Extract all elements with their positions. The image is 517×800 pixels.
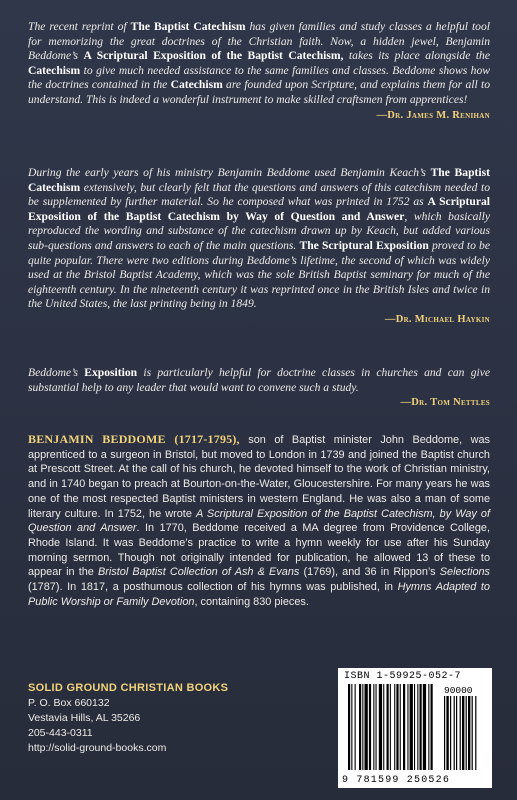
barcode-bar bbox=[446, 696, 448, 770]
publisher-address-line2: Vestavia Hills, AL 35266 bbox=[28, 712, 141, 724]
quote-text: extensively, but clearly felt that the questions and answers of this catechism needed to be supplemented by further material. So he composed what was printed in 1752 as bbox=[28, 180, 490, 209]
quote-text: Beddome’s bbox=[28, 366, 85, 379]
quote-text: to give much needed assistance to the same families and classes. Beddome shows how the doctrines contained in the bbox=[28, 63, 490, 92]
bio-text: son of Baptist minister John Beddome, was apprenticed to a surgeon in Bristol, but moved to London in 1739 and joined the Baptist church at Prescott Street. At the call of his church, he devoted himself to the work of Christian ministry, and in 1740 began to preach at Bourton-on-the-Water, Gloucestershire. For many years he was one of the most respected Baptist ministers in western England. He was also a man of some literary culture. In 1752, he wrote bbox=[28, 434, 490, 520]
quote-emphasis: Exposition bbox=[84, 366, 138, 379]
publisher-block bbox=[28, 681, 258, 756]
publisher-address-line1: P. O. Box 660132 bbox=[28, 697, 110, 709]
barcode-bar bbox=[400, 684, 401, 770]
price-code: 90000 bbox=[444, 685, 473, 696]
bio-title: A Scriptural Exposition of the Baptist Catechism, by Way of Question and Answer bbox=[28, 507, 490, 535]
ean-number: 9 781599 250526 bbox=[342, 775, 451, 786]
quote-attribution: —Dr. James M. Renihan bbox=[376, 109, 490, 121]
quote-emphasis: Catechism bbox=[28, 63, 81, 77]
barcode-bar bbox=[475, 696, 476, 770]
endorsement-haykin bbox=[28, 166, 490, 328]
barcode-bar bbox=[351, 684, 352, 770]
barcode-bar bbox=[379, 684, 382, 770]
quote-text: takes its place alongside the bbox=[343, 49, 490, 63]
barcode-bar bbox=[417, 684, 418, 770]
endorsement-nettles bbox=[28, 366, 490, 411]
bio-title: Hymns Adapted to Public Worship or Family Devotion bbox=[28, 581, 490, 608]
barcode-bar bbox=[365, 684, 368, 770]
bio-title: Bristol Baptist Collection of Ash & Evans bbox=[98, 566, 300, 579]
barcode-label bbox=[338, 668, 492, 788]
isbn-text bbox=[344, 671, 486, 682]
quote-emphasis: A Scriptural Exposition of the Baptist Catechism by Way of Question and Answer bbox=[28, 195, 490, 223]
quote-attribution: —Dr. Michael Haykin bbox=[384, 313, 490, 325]
barcode-bar bbox=[390, 684, 391, 770]
isbn-number: ISBN 1-59925-052-7 bbox=[344, 671, 462, 682]
author-name: BENJAMIN BEDDOME (1717-1795), bbox=[28, 432, 240, 446]
quote-attribution: —Dr. Tom Nettles bbox=[400, 397, 490, 409]
barcode-bar bbox=[373, 684, 374, 770]
quote-text: During the early years of his ministry Benjamin Beddome used Benjamin Keach’s bbox=[28, 166, 431, 179]
barcode-bar bbox=[462, 696, 464, 770]
publisher-name: SOLID GROUND CHRISTIAN BOOKS bbox=[28, 682, 229, 694]
quote-text: proved to be quite popular. There were two editions during Beddome’s lifetime, the second of which was widely used at the Bristol Baptist Academy, which was the sole British Baptist seminary for much of the eighteenth century. In the nineteenth century it was reprinted once in the British Isles and twice in the United States, the last printing being in 1849. bbox=[28, 238, 490, 311]
quote-text: The recent reprint of bbox=[28, 20, 131, 33]
bio-text: . In 1770, Beddome received a MA degree from Providence College, Rhode Island. It was Beddome’s practice to write a hymn weekly for use after his Sunday morning sermon. Though not originally intended for publication, he allowed 13 of these to appear in the bbox=[28, 522, 490, 579]
quote-text: has given families and study classes a helpful tool for memorizing the great doctrines of the Christian faith. Now, a hidden jewel, Benjamin Beddome’s bbox=[28, 20, 490, 63]
barcode-bar bbox=[396, 684, 398, 770]
barcode-bar bbox=[466, 696, 467, 770]
barcode-bar bbox=[348, 684, 350, 770]
barcode-bar bbox=[383, 684, 384, 770]
barcode-icon bbox=[344, 684, 486, 776]
barcode-bar bbox=[369, 684, 371, 770]
barcode-bar bbox=[431, 684, 433, 770]
quote-text: , which basically reproduced the wording and substance of the catechism drawn up by Keach, but added various sub-questions and answers to each of the main questions. bbox=[28, 209, 491, 252]
barcode-bar bbox=[394, 684, 395, 770]
quote-text: are founded upon Scripture, and explains them for all to understand. This is indeed a wonderful instrument to make skilled craftsmen from apprentices! bbox=[28, 78, 490, 106]
bio-title: Selections bbox=[439, 566, 490, 579]
quote-text: is particularly helpful for doctrine classes in churches and can give substantial help to any leader that would want to convene such a study. bbox=[28, 366, 490, 394]
publisher-phone: 205-443-0311 bbox=[28, 727, 93, 739]
quote-emphasis: The Baptist Catechism bbox=[130, 20, 246, 33]
barcode-bar bbox=[414, 684, 415, 770]
quote-emphasis: Catechism bbox=[170, 78, 223, 92]
barcode-bar bbox=[410, 684, 413, 770]
quote-emphasis: The Scriptural Exposition bbox=[299, 238, 429, 252]
author-biography bbox=[28, 432, 490, 609]
barcode-bar bbox=[420, 684, 422, 770]
quote-emphasis: A Scriptural Exposition of the Baptist Catechism, bbox=[83, 49, 344, 63]
barcode-bar bbox=[460, 696, 461, 770]
barcode-bar bbox=[428, 684, 429, 770]
bio-text: (1769), and 36 in Rippon’s bbox=[299, 566, 440, 579]
barcode-bar bbox=[387, 684, 389, 770]
barcode-bar bbox=[456, 696, 457, 770]
barcode-bar bbox=[472, 696, 473, 770]
barcode-bar bbox=[359, 684, 361, 770]
endorsement-renihan bbox=[28, 20, 490, 123]
barcode-bar bbox=[450, 696, 451, 770]
barcode-bar bbox=[407, 684, 408, 770]
barcode-bar bbox=[444, 696, 445, 770]
barcode-bar bbox=[468, 696, 470, 770]
bio-text: (1787). In 1817, a posthumous collection of his hymns was published, in bbox=[28, 581, 398, 594]
barcode-graphic bbox=[344, 684, 486, 776]
publisher-website: http://solid-ground-books.com bbox=[28, 742, 167, 754]
barcode-bar bbox=[423, 684, 426, 770]
barcode-bar bbox=[355, 684, 356, 770]
barcode-bar bbox=[403, 684, 405, 770]
quote-emphasis: The Baptist Catechism bbox=[28, 166, 490, 194]
barcode-bar bbox=[454, 696, 455, 770]
bio-text: , containing 830 pieces. bbox=[194, 595, 309, 608]
barcode-bar bbox=[376, 684, 377, 770]
barcode-bar bbox=[362, 684, 363, 770]
